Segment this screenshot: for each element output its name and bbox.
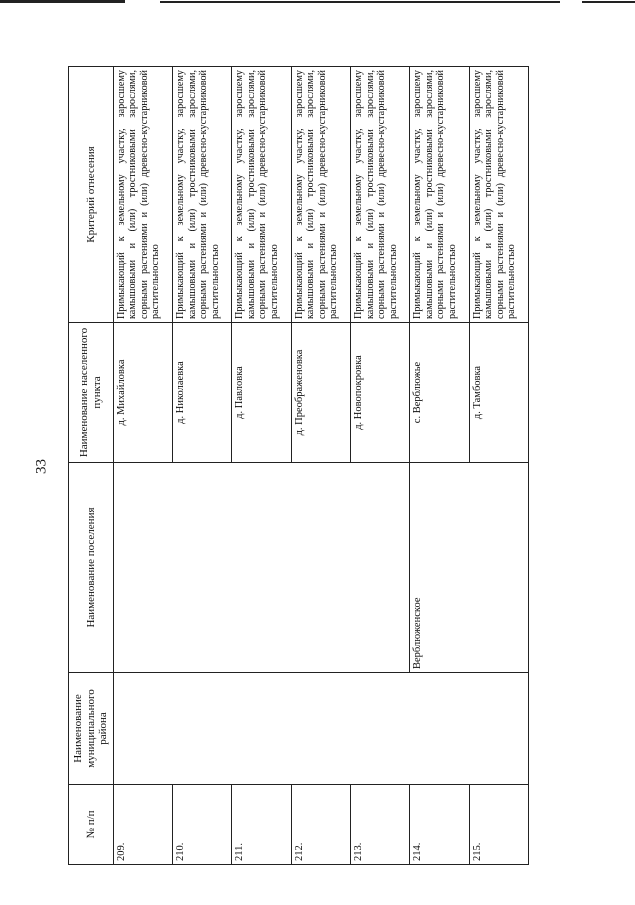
page-number: 33: [33, 459, 50, 474]
cell-num: 215.: [469, 785, 528, 865]
cell-locality: д. Преображеновка: [291, 323, 350, 463]
cell-locality: д. Михайловка: [113, 323, 172, 463]
cell-locality: д. Тамбовка: [469, 323, 528, 463]
table-row: [113, 67, 172, 865]
scan-artifact-line: [582, 1, 635, 3]
cell-locality: д. Николаевка: [173, 323, 232, 463]
header-settlement-unit: Наименование поселения: [69, 463, 114, 673]
cell-district: [113, 673, 528, 785]
cell-num: 213.: [350, 785, 409, 865]
scan-artifact-line: [160, 1, 560, 3]
settlements-table: [68, 66, 529, 865]
cell-num: 214.: [410, 785, 469, 865]
cell-criterion: Примыкающий к земельному участку, заросшему камышовыми и (или) тростниковыми зарослями, сорными растениями и (или) древесно-кустарниковой растительностью: [469, 67, 528, 323]
cell-locality: с. Верблюжье: [410, 323, 469, 463]
cell-locality: д. Новопокровка: [350, 323, 409, 463]
scan-artifact-line: [0, 0, 125, 3]
cell-locality: д. Павловка: [232, 323, 291, 463]
cell-criterion: Примыкающий к земельному участку, заросшему камышовыми и (или) тростниковыми зарослями, сорными растениями и (или) древесно-кустарниковой растительностью: [410, 67, 469, 323]
cell-num: 210.: [173, 785, 232, 865]
header-district: Наименование муниципального района: [69, 673, 114, 785]
cell-criterion: Примыкающий к земельному участку, заросшему камышовыми и (или) тростниковыми зарослями, сорными растениями и (или) древесно-кустарниковой растительностью: [350, 67, 409, 323]
cell-criterion: Примыкающий к земельному участку, заросшему камышовыми и (или) тростниковыми зарослями, сорными растениями и (или) древесно-кустарниковой растительностью: [173, 67, 232, 323]
cell-settlement-unit: [113, 463, 410, 673]
header-num: № п/п: [69, 785, 114, 865]
cell-criterion: Примыкающий к земельному участку, заросшему камышовыми и (или) тростниковыми зарослями, сорными растениями и (или) древесно-кустарниковой растительностью: [291, 67, 350, 323]
rotated-table-area: [68, 67, 529, 865]
table-header-row: [69, 67, 114, 865]
header-criterion: Критерий отнесения: [69, 67, 114, 323]
cell-criterion: Примыкающий к земельному участку, заросшему камышовыми и (или) тростниковыми зарослями, сорными растениями и (или) древесно-кустарниковой растительностью: [232, 67, 291, 323]
cell-settlement-unit: Верблюженское: [410, 463, 529, 673]
cell-num: 209.: [113, 785, 172, 865]
rotated-table-frame: [68, 67, 529, 865]
cell-criterion: Примыкающий к земельному участку, заросшему камышовыми и (или) тростниковыми зарослями, сорными растениями и (или) древесно-кустарниковой растительностью: [113, 67, 172, 323]
header-locality: Наименование населенного пункта: [69, 323, 114, 463]
cell-num: 211.: [232, 785, 291, 865]
cell-num: 212.: [291, 785, 350, 865]
